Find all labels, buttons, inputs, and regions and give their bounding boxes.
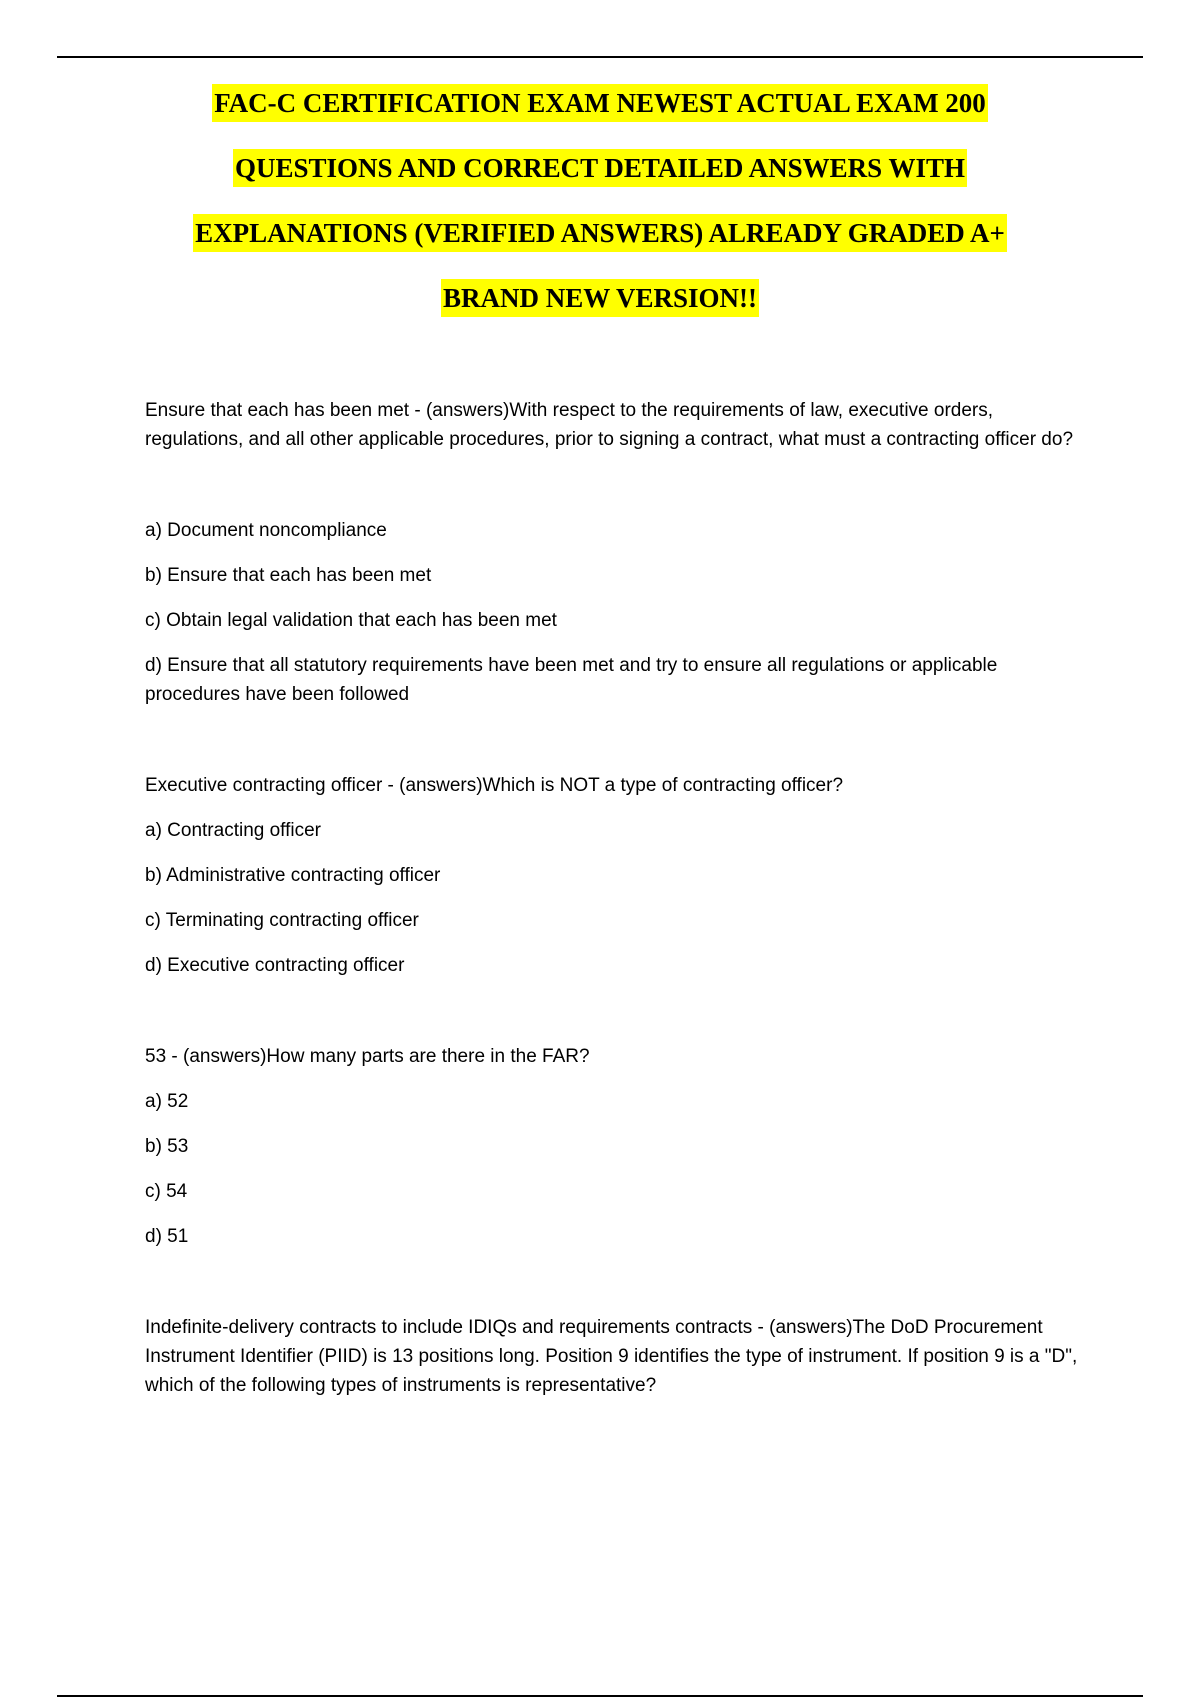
title-line (57, 200, 1143, 265)
answer-option: c) 54 (145, 1181, 188, 1202)
answer-option: a) Document noncompliance (145, 520, 387, 541)
answer-option: b) Administrative contracting officer (145, 865, 441, 886)
bottom-rule (57, 1695, 1143, 1697)
answer-option: d) Executive contracting officer (145, 955, 405, 976)
document-title (57, 70, 1143, 330)
top-rule (57, 56, 1143, 58)
question-text: Ensure that each has been met - (answers)With respect to the requirements of law, executive orders, regulations, and all other applicable procedures, prior to signing a contract, what must a contracting officer do? (145, 400, 1074, 450)
question-text: Executive contracting officer - (answers)Which is NOT a type of contracting officer? (145, 775, 844, 796)
title-line (57, 265, 1143, 330)
question-list (145, 396, 1095, 1400)
title-line-text: BRAND NEW VERSION!! (441, 279, 759, 317)
answer-option: b) 53 (145, 1136, 189, 1157)
question-text: 53 - (answers)How many parts are there in the FAR? (145, 1046, 590, 1067)
answer-option: d) Ensure that all statutory requirements have been met and try to ensure all regulations or applicable procedures have been followed (145, 655, 998, 705)
question-text: Indefinite-delivery contracts to include IDIQs and requirements contracts - (answers)The DoD Procurement Instrument Identifier (PIID) is 13 positions long. Position 9 identifies the type of instrument. If position 9 is a "D", which of the following types of instruments is representative? (145, 1317, 1078, 1396)
answer-option: b) Ensure that each has been met (145, 565, 432, 586)
title-line (57, 135, 1143, 200)
answer-option: c) Obtain legal validation that each has been met (145, 610, 557, 631)
answer-option: c) Terminating contracting officer (145, 910, 419, 931)
answer-option: a) Contracting officer (145, 820, 322, 841)
title-line-text: EXPLANATIONS (VERIFIED ANSWERS) ALREADY GRADED A+ (193, 214, 1007, 252)
answer-option: a) 52 (145, 1091, 189, 1112)
answer-option: d) 51 (145, 1226, 189, 1247)
title-line-text: FAC-C CERTIFICATION EXAM NEWEST ACTUAL EXAM 200 (212, 84, 988, 122)
title-line (57, 70, 1143, 135)
title-line-text: QUESTIONS AND CORRECT DETAILED ANSWERS WITH (233, 149, 967, 187)
